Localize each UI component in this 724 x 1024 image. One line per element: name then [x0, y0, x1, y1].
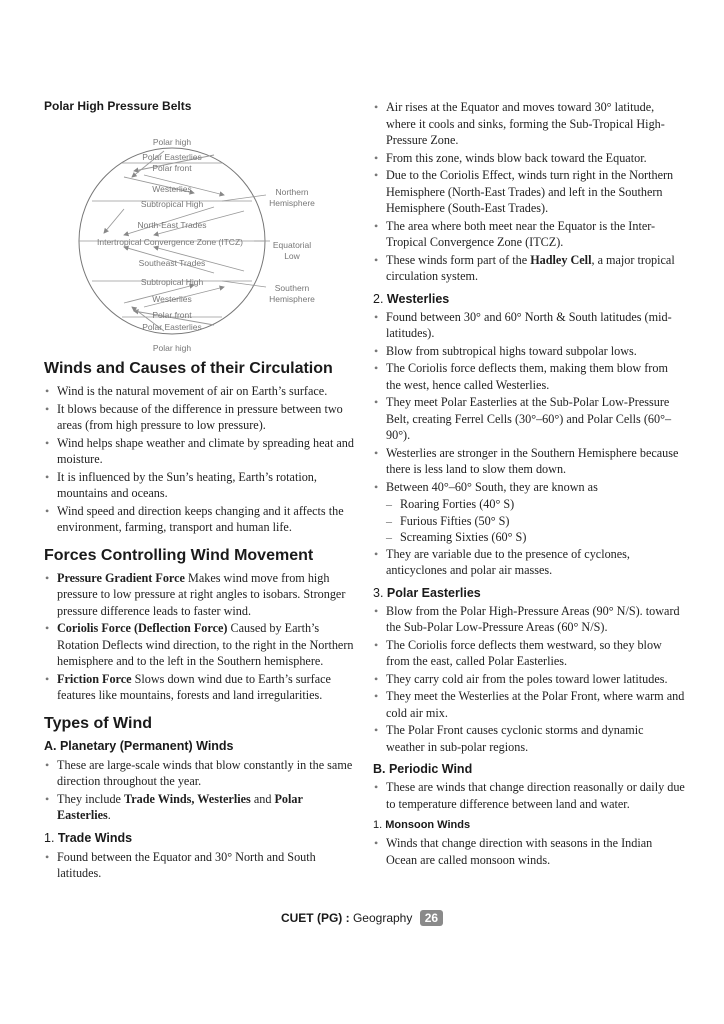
heading-periodic: B. Periodic Wind: [373, 762, 473, 776]
heading-trade-winds: 1. Trade Winds: [44, 830, 133, 845]
label-itcz: Intertropical Convergence Zone (ITCZ): [97, 237, 243, 247]
term: Friction Force: [57, 671, 132, 686]
footer-book: CUET (PG) :: [280, 911, 350, 925]
list-item: • The area where both meet near the Equator is the Inter-Tropical Convergence Zone (ITCZ).: [373, 218, 685, 251]
heading-forces: Forces Controlling Wind Movement: [44, 546, 314, 564]
label-subtropical-high-bottom: Subtropical High: [140, 277, 204, 287]
label-polar-easterlies-top: Polar Easterlies: [142, 152, 202, 162]
list-item: • These winds form part of the Hadley Cell, a major tropical circulation system.: [373, 252, 685, 285]
list-item: • They meet the Westerlies at the Polar Front, where warm and cold air mix.: [373, 688, 685, 721]
list-item: – Roaring Forties (40° S): [386, 496, 685, 513]
list-item: • Westerlies are stronger in the Southern Hemisphere because there is less land to slow them down.: [373, 445, 685, 478]
footer-subject: Geography: [352, 911, 413, 925]
list-item: • It blows because of the difference in pressure between two areas (from high pressure to low pressure).: [44, 401, 356, 434]
label-hemisphere-n: Hemisphere: [269, 198, 315, 208]
label-polar-front-top: Polar front: [152, 163, 192, 173]
heading-types: Types of Wind: [44, 714, 152, 732]
connector-southern: [222, 281, 266, 287]
pressure-belts-svg: [44, 115, 356, 355]
list-forces: [44, 570, 356, 704]
label-southern: Southern: [274, 283, 310, 293]
list-periodic: [373, 779, 685, 812]
list-item: [44, 620, 356, 670]
list-polar: [373, 603, 685, 756]
term: Coriolis Force (Deflection Force): [57, 621, 228, 635]
list-item: – Screaming Sixties (60° S): [386, 529, 685, 546]
list-item: • They include Trade Winds, Westerlies and Polar Easterlies.: [44, 791, 356, 824]
list-item: [44, 570, 356, 620]
left-column: [44, 99, 356, 883]
list-planetary: [44, 757, 356, 824]
label-hemisphere-s: Hemisphere: [269, 294, 315, 304]
label-southeast-trades: Southeast Trades: [138, 258, 206, 268]
list-item: • These are large-scale winds that blow constantly in the same direction throughout the year.: [44, 757, 356, 790]
list-item: [44, 671, 356, 704]
list-item: • Wind helps shape weather and climate by spreading heat and moisture.: [44, 435, 356, 468]
list-westerlies: [373, 309, 685, 496]
heading-planetary: A. Planetary (Permanent) Winds: [44, 738, 234, 753]
label-polar-high-bottom: Polar high: [152, 343, 192, 353]
list-item: • They meet Polar Easterlies at the Sub-Polar Low-Pressure Belt, creating Ferrel Cells (30°–60°) and Polar Cells (60°–90°).: [373, 394, 685, 444]
diagram-title: Polar High Pressure Belts: [44, 99, 192, 113]
list-item: • They carry cold air from the poles toward lower latitudes.: [373, 671, 685, 688]
list-item: • From this zone, winds blow back toward the Equator.: [373, 150, 685, 167]
list-item: • Found between the Equator and 30° North and South latitudes.: [44, 849, 356, 882]
list-monsoon: [373, 835, 685, 868]
label-subtropical-high-top: Subtropical High: [140, 199, 204, 209]
page-number-badge: 26: [420, 910, 443, 926]
label-northern: Northern: [275, 187, 309, 197]
pressure-belts-diagram: [44, 115, 356, 355]
list-westerlies-last: [373, 546, 685, 579]
heading-polar-easterlies: 3. Polar Easterlies: [373, 585, 481, 600]
list-item: • Blow from the Polar High-Pressure Areas (90° N/S). toward the Sub-Polar Low-Pressure Areas (60° N/S).: [373, 603, 685, 636]
label-polar-high-top: Polar high: [152, 137, 192, 147]
connector-northern: [222, 195, 266, 201]
term-text: Makes wind move from high pressure to low pressure at right angles to isobars. Stronger pressure difference leads to faster wind.: [57, 570, 346, 618]
list-item: • Winds that change direction with seasons in the Indian Ocean are called monsoon winds.: [373, 835, 685, 868]
list-item: • The Coriolis force deflects them westward, so they blow from the east, called Polar Easterlies.: [373, 637, 685, 670]
label-low: Low: [284, 251, 300, 261]
list-westerlies-sub: [373, 496, 685, 546]
label-westerlies-bottom: Westerlies: [152, 294, 192, 304]
list-item: • Wind speed and direction keeps changing and it affects the environment, farming, transport and human life.: [44, 503, 356, 536]
list-item: • Between 40°–60° South, they are known as: [373, 479, 685, 496]
heading-westerlies: 2. Westerlies: [373, 291, 450, 306]
list-winds: [44, 383, 356, 536]
term-text: Slows down wind due to Earth’s surface features like mountains, forests and land irregularities.: [57, 671, 331, 702]
list-item: • Blow from subtropical highs toward subpolar lows.: [373, 343, 685, 360]
right-column: [373, 99, 685, 869]
label-polar-easterlies-bottom: Polar Easterlies: [142, 322, 202, 332]
list-item: • Air rises at the Equator and moves toward 30° latitude, where it cools and sinks, forming the Sub-Tropical High-Pressure Zone.: [373, 99, 685, 149]
list-item: • Wind is the natural movement of air on Earth’s surface.: [44, 383, 356, 400]
list-item: • These are winds that change direction reasonally or daily due to temperature difference between land and water.: [373, 779, 685, 812]
list-item: • The Coriolis force deflects them, making them blow from the west, hence called Westerlies.: [373, 360, 685, 393]
term: Pressure Gradient Force: [57, 570, 185, 585]
heading-winds: Winds and Causes of their Circulation: [44, 360, 333, 377]
label-polar-front-bottom: Polar front: [152, 310, 192, 320]
label-westerlies-top: Westerlies: [152, 184, 192, 194]
heading-monsoon: 1. Monsoon Winds: [373, 819, 471, 831]
list-item: • The Polar Front causes cyclonic storms and dynamic weather in sub-polar regions.: [373, 722, 685, 755]
list-item: • They are variable due to the presence of cyclones, anticyclones and polar air masses.: [373, 546, 685, 579]
list-trade-right: [373, 99, 685, 285]
label-equatorial: Equatorial: [272, 240, 312, 250]
label-north-east-trades: North-East Trades: [137, 220, 207, 230]
term-text: Caused by Earth’s Rotation Deflects wind direction, to the right in the Northern hemisphere and to the left in the Southern hemisphere.: [57, 621, 354, 668]
page-footer: [0, 910, 724, 926]
list-item: • Due to the Coriolis Effect, winds turn right in the Northern Hemisphere (North-East Trades) and left in the Southern Hemisphere (South-East Trades).: [373, 167, 685, 217]
list-item: – Furious Fifties (50° S): [386, 513, 685, 530]
list-item: • Found between 30° and 60° North & South latitudes (mid-latitudes).: [373, 309, 685, 342]
list-item: • It is influenced by the Sun’s heating, Earth’s rotation, mountains and oceans.: [44, 469, 356, 502]
list-trade-left: [44, 849, 356, 882]
